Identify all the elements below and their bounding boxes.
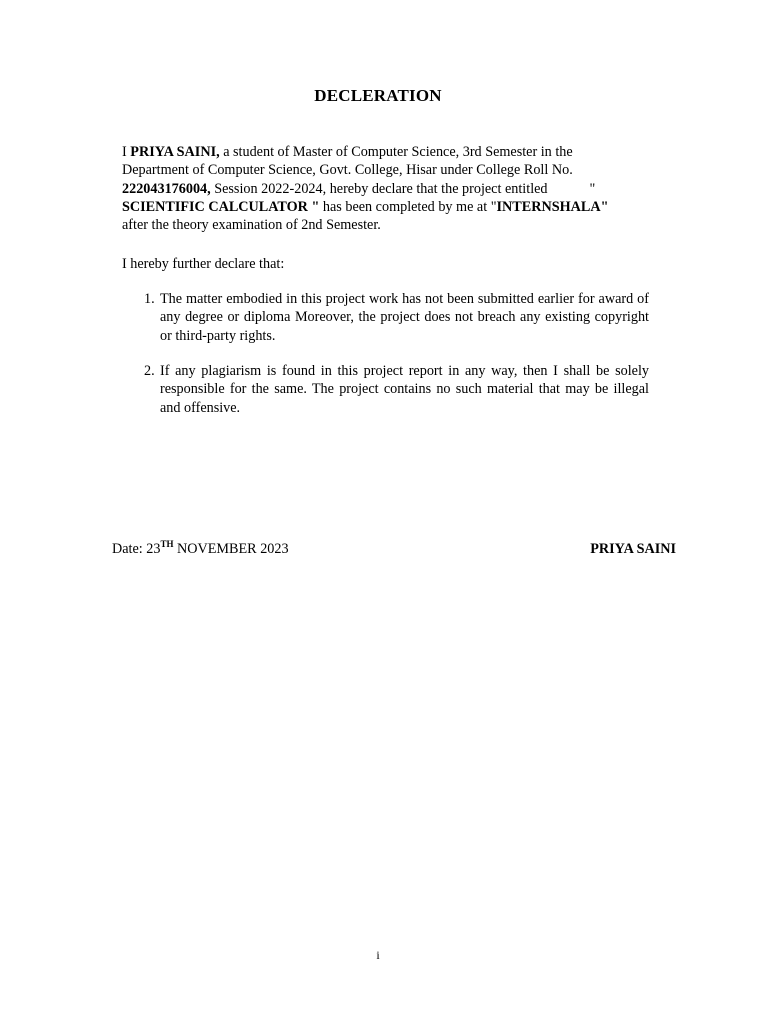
list-item-text: The matter embodied in this project work has not been submitted earlier for award of any degree or diploma Moreover, the project does not breach any existing copyright or third-party rights. [160, 291, 649, 344]
paragraph-line-2: Department of Computer Science, Govt. College, Hisar under College Roll No. [122, 162, 573, 179]
declaration-date: Date: 23TH NOVEMBER 2023 [112, 539, 289, 557]
list-item-number: 1. [144, 291, 155, 307]
paragraph-line-1: I PRIYA SAINI, a student of Master of Computer Science, 3rd Semester in the [122, 144, 573, 160]
page-title: DECLERATION [314, 86, 442, 105]
student-name: PRIYA SAINI, [130, 144, 220, 160]
signature-name: PRIYA SAINI [590, 541, 676, 557]
further-declare-paragraph: I hereby further declare that: [122, 256, 285, 272]
project-name: SCIENTIFIC CALCULATOR " [122, 198, 320, 215]
declaration-paragraph [122, 143, 662, 234]
list-item [122, 290, 649, 345]
paragraph-line-3: 222043176004, Session 2022-2024, hereby declare that the project entitled " [122, 180, 596, 197]
page-number: i [376, 948, 380, 962]
list-item-text: If any plagiarism is found in this project report in any way, then I shall be solely responsible for the same. The project contains no such material that may be illegal and offensive. [160, 363, 649, 416]
list-item [122, 362, 649, 417]
list-item-number: 2. [144, 363, 155, 379]
paragraph-line-5: after the theory examination of 2nd Semester. [122, 217, 381, 234]
paragraph-line-4: SCIENTIFIC CALCULATOR " has been completed by me at "INTERNSHALA" [122, 198, 609, 215]
roll-number: 222043176004, [122, 180, 211, 197]
organization-name: INTERNSHALA" [496, 198, 609, 215]
